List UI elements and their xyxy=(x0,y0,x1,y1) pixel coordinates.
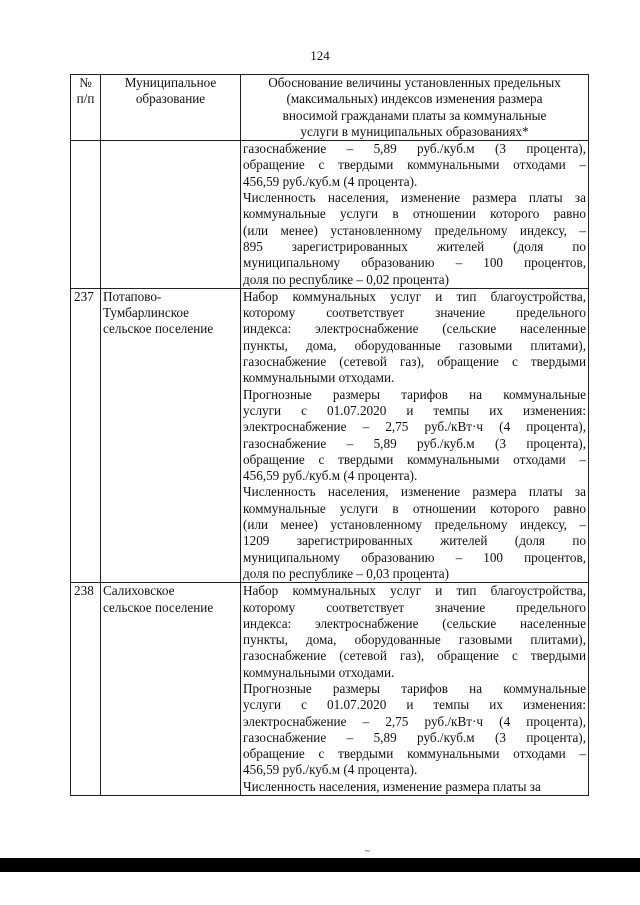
municipality-name-line: Потапово- xyxy=(103,288,162,304)
text-line: Набор коммунальных услуг и тип благоустройства, xyxy=(243,583,586,599)
text-line: 456,59 руб./куб.м (4 процента). xyxy=(243,468,418,484)
justification-text xyxy=(241,141,589,289)
header-line: образование xyxy=(135,91,206,107)
text-line: муниципальному образованию – 100 процентов, xyxy=(243,255,586,271)
row-number: 237 xyxy=(71,288,101,582)
text-line: Численность населения, изменение размера платы за xyxy=(243,190,586,206)
page-number: 124 xyxy=(310,48,330,63)
text-line: доля по республике – 0,02 процента) xyxy=(243,271,450,287)
text-line: которому соответствует значение предельного xyxy=(243,305,586,321)
municipality-name-line: Тумбарлинское xyxy=(103,305,190,321)
text-line: индекса: электроснабжение (сельские населенные xyxy=(243,615,586,631)
text-line: коммунальные услуги в отношении которого равно xyxy=(243,206,586,222)
text-line: коммунальные услуги в отношении которого равно xyxy=(243,500,586,516)
text-line: обращение с твердыми коммунальными отходами – xyxy=(243,746,586,762)
text-line: газоснабжение – 5,89 руб./куб.м (3 процента), xyxy=(243,435,586,451)
scan-border-bar xyxy=(0,858,640,872)
text-line: Численность населения, изменение размера платы за xyxy=(243,778,541,794)
justification-text xyxy=(241,288,589,582)
text-line: газоснабжение – 5,89 руб./куб.м (3 процента), xyxy=(243,141,586,157)
municipality-name-line: сельское поселение xyxy=(103,321,214,337)
text-line: муниципальному образованию – 100 процентов, xyxy=(243,549,586,565)
text-line: индекса: электроснабжение (сельские населенные xyxy=(243,321,586,337)
header-line: Муниципальное xyxy=(124,75,217,90)
text-line: 895 зарегистрированных жителей (доля по xyxy=(243,238,586,254)
table-row xyxy=(71,583,589,796)
row-number: 238 xyxy=(71,583,101,796)
text-line: услуги с 01.07.2020 и темпы их изменения: xyxy=(243,697,586,713)
text-line: электроснабжение – 2,75 руб./кВт·ч (4 процента), xyxy=(243,419,586,435)
header-col-number xyxy=(71,75,101,141)
index-table xyxy=(70,74,589,796)
text-line: обращение с твердыми коммунальными отходами – xyxy=(243,157,586,173)
text-line: пункты, дома, оборудованные газовыми плитами), xyxy=(243,632,586,648)
text-line: пункты, дома, оборудованные газовыми плитами), xyxy=(243,337,586,353)
row-number xyxy=(71,141,101,289)
municipality-name-line: сельское поселение xyxy=(103,599,214,615)
table-row xyxy=(71,141,589,289)
text-line: (или менее) установленному предельному индексу, – xyxy=(243,222,586,238)
header-line: п/п xyxy=(76,91,95,107)
text-line: 1209 зарегистрированных жителей (доля по xyxy=(243,533,586,549)
text-line: доля по республике – 0,03 процента) xyxy=(243,565,450,581)
text-line: услуги с 01.07.2020 и темпы их изменения: xyxy=(243,402,586,418)
scan-mark: ~ xyxy=(365,846,370,856)
header-col-municipality xyxy=(101,75,241,141)
municipality-name xyxy=(101,141,241,289)
text-line: газоснабжение – 5,89 руб./куб.м (3 процента), xyxy=(243,729,586,745)
table-header-row xyxy=(71,75,589,141)
header-line: (максимальных) индексов изменения размера xyxy=(286,91,543,107)
text-line: 456,59 руб./куб.м (4 процента). xyxy=(243,762,418,778)
text-line: газоснабжение (сетевой газ), обращение с твердыми xyxy=(243,648,586,664)
justification-text xyxy=(241,583,589,796)
text-line: коммунальными отходами. xyxy=(243,664,395,680)
table-row xyxy=(71,288,589,582)
text-line: Численность населения, изменение размера платы за xyxy=(243,484,586,500)
text-line: коммунальными отходами. xyxy=(243,370,395,386)
text-line: Набор коммунальных услуг и тип благоустройства, xyxy=(243,288,586,304)
text-line: 456,59 руб./куб.м (4 процента). xyxy=(243,173,418,189)
header-col-justification xyxy=(241,75,589,141)
header-line: услуги в муниципальных образованиях* xyxy=(300,123,529,139)
text-line: газоснабжение (сетевой газ), обращение с твердыми xyxy=(243,354,586,370)
header-line: Обоснование величины установленных предельных xyxy=(268,75,561,90)
municipality-name xyxy=(101,288,241,582)
municipality-name-line: Салиховское xyxy=(103,583,175,599)
header-line: № xyxy=(79,75,92,90)
text-line: обращение с твердыми коммунальными отходами – xyxy=(243,451,586,467)
text-line: электроснабжение – 2,75 руб./кВт·ч (4 процента), xyxy=(243,713,586,729)
text-line: Прогнозные размеры тарифов на коммунальные xyxy=(243,680,586,696)
header-line: вносимой гражданами платы за коммунальные xyxy=(282,107,547,123)
text-line: Прогнозные размеры тарифов на коммунальные xyxy=(243,386,586,402)
text-line: которому соответствует значение предельного xyxy=(243,599,586,615)
text-line: (или менее) установленному предельному индексу, – xyxy=(243,517,586,533)
municipality-name xyxy=(101,583,241,796)
